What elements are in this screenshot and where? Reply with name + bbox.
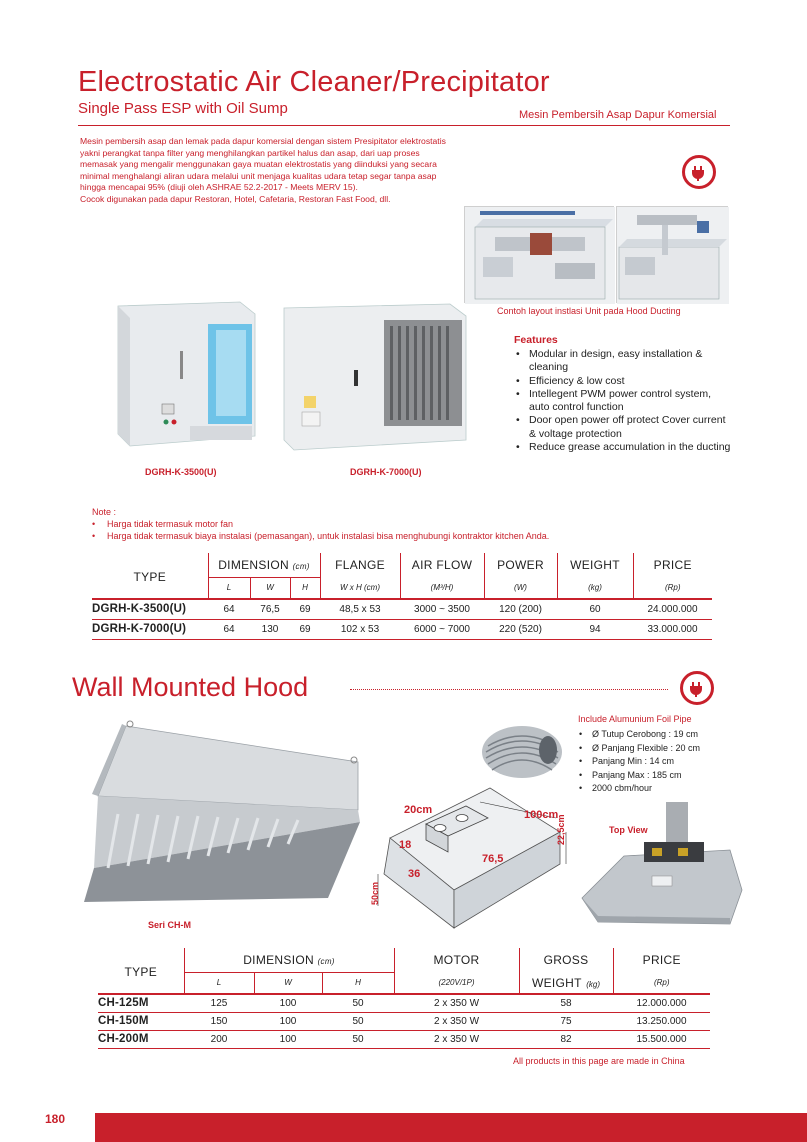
dim-label-width: 20cm <box>404 804 433 816</box>
page-number: 180 <box>45 1112 66 1126</box>
cell-weight: 60 <box>589 603 601 615</box>
col-header-power: POWER <box>484 553 557 577</box>
col-header-dimension <box>184 948 394 972</box>
cell-price: 13.250.000 <box>636 1015 687 1027</box>
features-list <box>514 348 734 454</box>
cell-h: 69 <box>299 623 311 635</box>
pipe-spec-item: • Ø Tutup Cerobong : 19 cm <box>578 728 700 742</box>
col-unit-motor: (220V/1P) <box>394 972 519 994</box>
col-header-price: PRICE <box>633 553 712 577</box>
col-unit-weight: (kg) <box>557 577 633 599</box>
col-header-type: TYPE <box>133 569 167 584</box>
col-header-airflow: AIR FLOW <box>400 553 484 577</box>
col-unit-price: (Rp) <box>613 972 710 994</box>
row-type: DGRH-K-3500(U) <box>92 603 187 616</box>
cell-w: 100 <box>279 1015 297 1027</box>
note-title: Note : <box>92 507 117 517</box>
feature-item: • Efficiency & low cost <box>514 375 734 388</box>
table-row <box>92 599 712 619</box>
pipe-spec-item: • Panjang Min : 14 cm <box>578 755 700 769</box>
esp-spec-table <box>92 553 712 640</box>
cell-flange: 102 x 53 <box>340 623 380 635</box>
table-row <box>98 1012 710 1030</box>
cell-l: 150 <box>210 1015 228 1027</box>
col-header-gross: GROSS <box>519 948 613 972</box>
col-header-h: H <box>290 577 320 599</box>
unit-label-3500: DGRH-K-3500(U) <box>145 467 217 477</box>
row-type: CH-200M <box>98 1033 149 1045</box>
col-header-l: L <box>208 577 250 599</box>
pipe-spec-list <box>578 728 700 796</box>
col-unit-price: (Rp) <box>633 577 712 599</box>
col-header-flange: FLANGE <box>320 553 400 577</box>
note-item: • Harga tidak termasuk motor fan <box>92 518 549 530</box>
layout-image-hood-ducting <box>616 206 728 303</box>
top-view-label: Top View <box>609 825 648 835</box>
intro-paragraph-1: Mesin pembersih asap dan lemak pada dapur komersial dengan sistem Presipitator elektrostatis yakni perangkat tanpa filter yang menghilangkan partikel halus dan asap, dari uap proses memasak yang mengalir menggunakan gaya muatan elektrostatis yang diinduksi yang secara minimal menghalangi aliran udara melalui unit menjaga kualitas udara tetap segar tanpa asap hingga mencapai 95% (diuji oleh ASHRAE 52.2-2017 - Meets MERV 15). <box>80 136 446 193</box>
table-row <box>98 994 710 1012</box>
cell-motor: 2 x 350 W <box>433 1015 480 1027</box>
col-header-motor: MOTOR <box>394 948 519 972</box>
cell-flange: 48,5 x 53 <box>339 603 381 615</box>
made-in-note: All products in this page are made in China <box>513 1056 685 1066</box>
dimension-unit: (cm) <box>292 561 310 571</box>
cell-l: 200 <box>210 1033 228 1045</box>
cell-h: 69 <box>299 603 311 615</box>
cell-w: 130 <box>261 623 279 635</box>
table-row <box>98 1030 710 1048</box>
cell-l: 64 <box>223 623 235 635</box>
dim-label-765: 76,5 <box>482 853 504 865</box>
hood-dimension-diagram <box>370 778 576 940</box>
note-block <box>92 506 549 542</box>
power-plug-icon <box>680 671 714 705</box>
row-type: CH-150M <box>98 1015 149 1027</box>
section-divider <box>350 689 668 690</box>
dimension-label: DIMENSION <box>218 557 289 572</box>
feature-item: • Modular in design, easy installation & cleaning <box>514 348 734 375</box>
unit-label-7000: DGRH-K-7000(U) <box>350 467 422 477</box>
dim-label-height-50: 50cm <box>370 881 380 905</box>
col-unit-flange: W x H (cm) <box>320 577 400 599</box>
cell-weight: 82 <box>560 1033 572 1045</box>
product-image-hood-top-view <box>580 798 744 928</box>
note-list <box>92 518 549 542</box>
col-header-dimension <box>208 553 320 577</box>
cell-power: 220 (520) <box>499 623 542 635</box>
product-image-dgrh-k-7000 <box>280 300 470 458</box>
product-image-dgrh-k-3500 <box>90 296 270 456</box>
dimension-unit: (cm) <box>317 956 335 966</box>
cell-price: 15.500.000 <box>636 1033 687 1045</box>
col-header-price: PRICE <box>613 948 710 972</box>
col-unit-power: (W) <box>484 577 557 599</box>
cell-airflow: 6000 ~ 7000 <box>414 623 470 635</box>
cell-w: 76,5 <box>260 603 280 615</box>
power-plug-icon <box>682 155 716 189</box>
cell-airflow: 3000 ~ 3500 <box>414 603 470 615</box>
col-unit-airflow: (M³/H) <box>400 577 484 599</box>
row-type: DGRH-K-7000(U) <box>92 623 187 635</box>
row-type: CH-125M <box>98 997 149 1010</box>
feature-item: • Reduce grease accumulation in the ducting <box>514 441 734 454</box>
cell-price: 24.000.000 <box>647 603 698 615</box>
cell-weight: 94 <box>589 623 601 635</box>
intro-paragraph-2: Cocok digunakan pada dapur Restoran, Hotel, Cafetaria, Restoran Fast Food, dll. <box>80 193 391 204</box>
dim-label-18: 18 <box>399 839 412 851</box>
col-header-h: H <box>322 972 394 994</box>
pipe-spec-item: • Panjang Max : 185 cm <box>578 769 700 783</box>
pipe-title: Include Alumunium Foil Pipe <box>578 714 692 724</box>
cell-w: 100 <box>279 997 297 1009</box>
col-header-l: L <box>184 972 254 994</box>
dim-label-36: 36 <box>408 868 421 880</box>
dim-label-height-225: 22,5cm <box>556 814 566 845</box>
cell-h: 50 <box>352 1033 364 1045</box>
product-image-foil-pipe <box>478 716 566 782</box>
page-subtitle: Single Pass ESP with Oil Sump <box>78 100 288 117</box>
feature-item: • Intellegent PWM power control system, auto control function <box>514 388 734 415</box>
layout-image-esp-installation <box>464 206 614 303</box>
cell-l: 125 <box>210 997 228 1009</box>
intro-text <box>80 136 458 206</box>
cell-weight: 58 <box>560 997 572 1009</box>
cell-motor: 2 x 350 W <box>433 1033 480 1045</box>
cell-weight: 75 <box>560 1015 572 1027</box>
header-divider <box>78 125 730 126</box>
col-header-type: TYPE <box>124 964 158 979</box>
dim-label-length: 100cm <box>524 809 559 821</box>
pipe-spec-item: • Ø Panjang Flexible : 20 cm <box>578 742 700 756</box>
col-header-gross-weight <box>519 972 613 994</box>
hood-spec-table <box>98 948 710 1049</box>
cell-h: 50 <box>352 1015 364 1027</box>
layout-caption: Contoh layout instlasi Unit pada Hood Ducting <box>497 306 681 316</box>
cell-motor: 2 x 350 W <box>433 997 480 1009</box>
footer-bar <box>95 1113 807 1142</box>
gross-weight-label: WEIGHT <box>531 975 582 990</box>
page-title: Electrostatic Air Cleaner/Precipitator <box>78 66 550 98</box>
col-header-w: W <box>250 577 290 599</box>
cell-price: 33.000.000 <box>647 623 698 635</box>
feature-item: • Door open power off protect Cover current & voltage protection <box>514 414 734 441</box>
cell-w: 100 <box>279 1033 297 1045</box>
cell-price: 12.000.000 <box>636 997 687 1009</box>
product-image-wall-hood <box>78 718 370 918</box>
cell-h: 50 <box>352 997 364 1009</box>
features-title: Features <box>514 334 558 346</box>
col-header-w: W <box>254 972 322 994</box>
cell-power: 120 (200) <box>499 603 542 615</box>
tagline: Mesin Pembersih Asap Dapur Komersial <box>519 109 717 121</box>
note-item: • Harga tidak termasuk biaya instalasi (pemasangan), untuk instalasi bisa menghubungi kontraktor kitchen Anda. <box>92 530 549 542</box>
pipe-spec-item: • 2000 cbm/hour <box>578 782 700 796</box>
cell-l: 64 <box>223 603 235 615</box>
section-title-wall-hood: Wall Mounted Hood <box>72 672 309 702</box>
dimension-label: DIMENSION <box>243 952 314 967</box>
series-label: Seri CH-M <box>148 920 192 930</box>
table-row <box>92 619 712 639</box>
col-header-weight: WEIGHT <box>557 553 633 577</box>
gross-weight-unit: (kg) <box>586 979 601 989</box>
